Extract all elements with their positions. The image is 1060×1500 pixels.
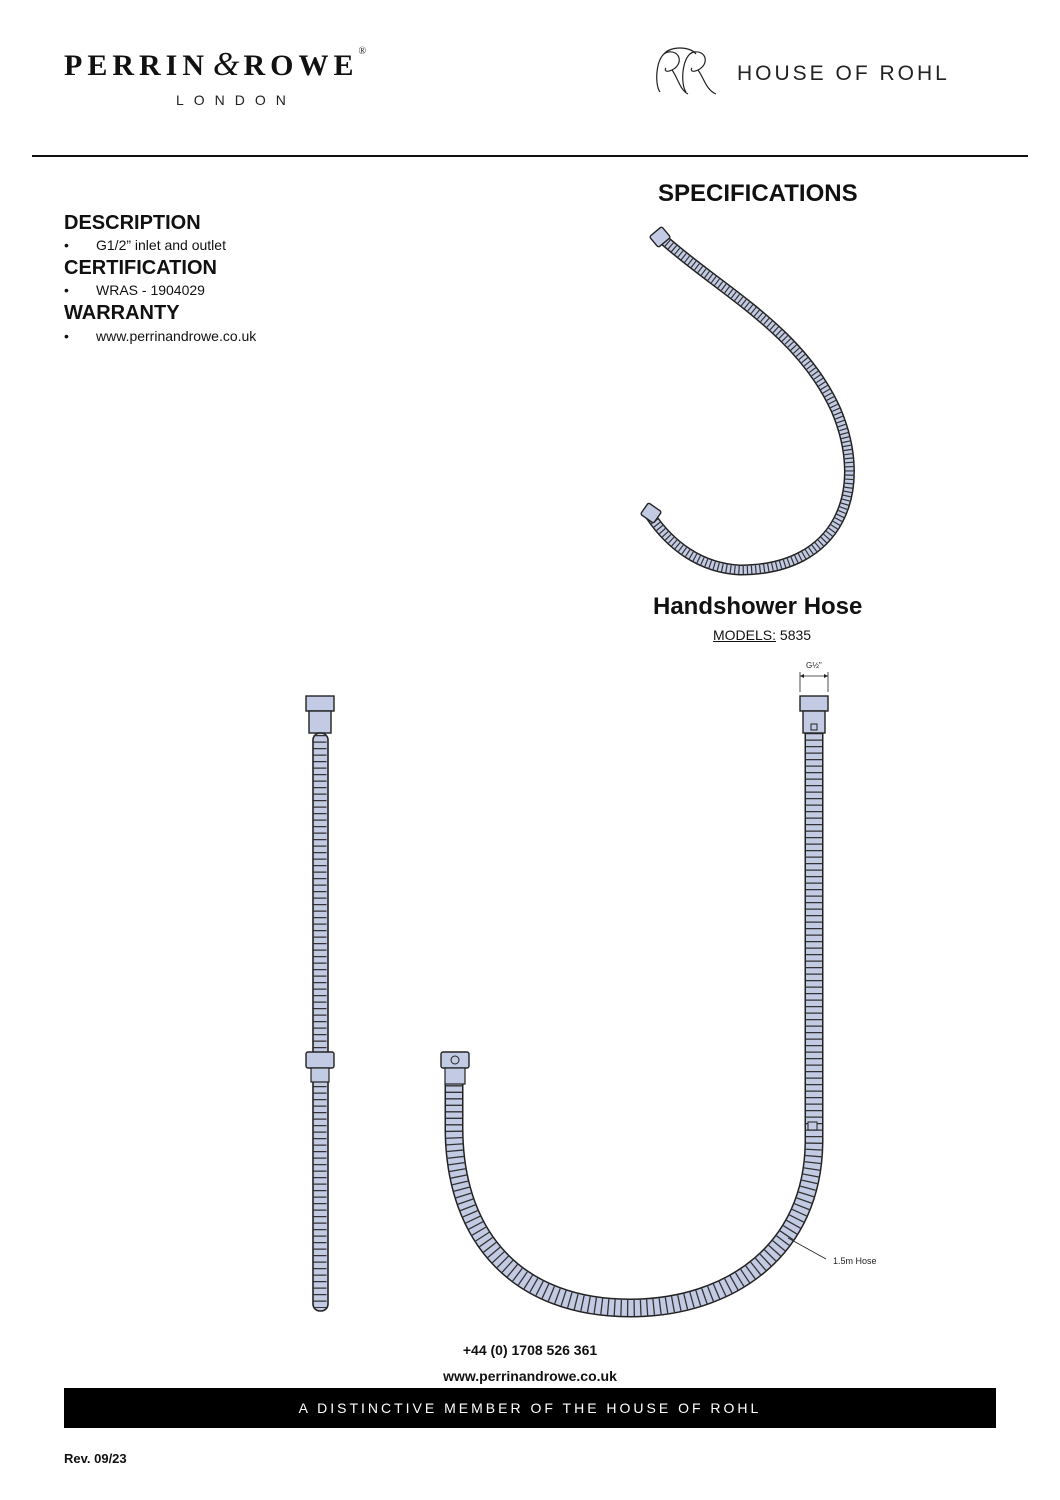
footer-banner: A DISTINCTIVE MEMBER OF THE HOUSE OF ROHL — [64, 1388, 996, 1428]
registered-mark: ® — [358, 46, 367, 57]
hose-isometric-drawing — [640, 226, 849, 570]
hose-straight-drawing — [306, 696, 334, 1311]
certification-heading: CERTIFICATION — [64, 257, 217, 279]
revision-label: Rev. 09/23 — [64, 1451, 127, 1466]
brand-ampersand: & — [213, 46, 240, 83]
warranty-heading: WARRANTY — [64, 302, 180, 324]
product-title: Handshower Hose — [653, 593, 863, 620]
hose-length-label: 1.5m Hose — [833, 1256, 877, 1266]
bullet-dot: • — [64, 282, 69, 298]
certification-text: WRAS - 1904029 — [96, 282, 205, 298]
footer-phone: +44 (0) 1708 526 361 — [462, 1342, 598, 1358]
warranty-link[interactable]: www.perrinandrowe.co.uk — [96, 328, 257, 344]
specifications-title: SPECIFICATIONS — [658, 180, 858, 207]
footer-website[interactable]: www.perrinandrowe.co.uk — [443, 1368, 617, 1384]
thread-size-label: G½" — [806, 661, 822, 670]
bullet-dot: • — [64, 237, 69, 253]
brand-name-left: PERRIN — [64, 49, 210, 82]
models-label: MODELS: — [713, 627, 777, 643]
hose-j-drawing — [441, 661, 877, 1308]
partner-name: HOUSE OF ROHL — [737, 62, 950, 85]
bullet-dot: • — [64, 328, 69, 344]
brand-location: LONDON — [176, 92, 296, 108]
models-value: 5835 — [779, 627, 812, 643]
brand-name-right: ROWE — [243, 49, 359, 82]
description-text: G1/2” inlet and outlet — [96, 237, 226, 253]
description-heading: DESCRIPTION — [64, 212, 201, 234]
